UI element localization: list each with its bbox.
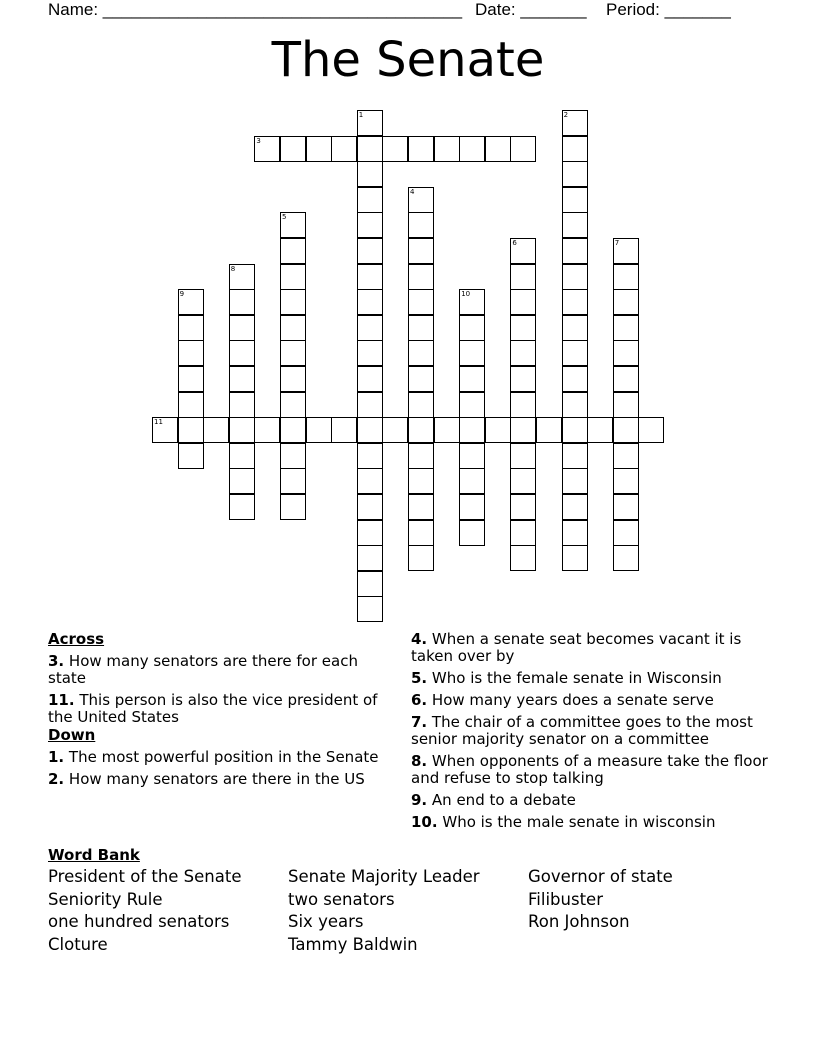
crossword-cell[interactable] [562, 366, 588, 392]
word-bank-item: Tammy Baldwin [288, 935, 418, 955]
down-heading: Down [48, 726, 96, 744]
crossword-cell[interactable] [408, 520, 434, 546]
crossword-cell[interactable] [408, 443, 434, 469]
crossword-cell[interactable] [280, 468, 306, 494]
crossword-cell[interactable] [178, 366, 204, 392]
crossword-cell[interactable] [178, 443, 204, 469]
clue-number: 5 [282, 213, 287, 222]
crossword-cell[interactable] [357, 238, 383, 264]
word-bank-item: Six years [288, 912, 364, 932]
clue-across-3: 3. How many senators are there for each state [48, 652, 358, 687]
clue-down-8: 8. When opponents of a measure take the floor and refuse to stop talking [411, 752, 768, 787]
crossword-cell[interactable] [613, 468, 639, 494]
crossword-cell[interactable] [510, 468, 536, 494]
crossword-cell[interactable] [459, 136, 485, 162]
crossword-cell[interactable] [408, 340, 434, 366]
word-bank-item: Filibuster [528, 889, 603, 909]
clue-down-4: 4. When a senate seat becomes vacant it is taken over by [411, 630, 742, 665]
crossword-cell[interactable] [280, 340, 306, 366]
crossword-cell[interactable] [280, 366, 306, 392]
crossword-cell[interactable] [229, 264, 255, 290]
crossword-cell[interactable] [331, 417, 357, 443]
crossword-cell[interactable] [459, 494, 485, 520]
clue-number: 2 [563, 111, 569, 119]
crossword-cell[interactable] [408, 366, 434, 392]
word-bank-item: one hundred senators [48, 912, 230, 932]
crossword-cell[interactable] [510, 366, 536, 392]
clue-number: 1 [358, 111, 364, 119]
crossword-cell[interactable] [280, 264, 306, 290]
crossword-cell[interactable] [408, 494, 434, 520]
crossword-cell[interactable] [229, 468, 255, 494]
crossword-cell[interactable] [510, 443, 536, 469]
crossword-cell[interactable] [510, 289, 536, 315]
crossword-cell[interactable] [408, 136, 434, 162]
crossword-cell[interactable] [254, 136, 280, 162]
crossword-cell[interactable] [459, 392, 485, 418]
crossword-cell[interactable] [408, 545, 434, 571]
across-heading: Across [48, 630, 105, 648]
word-bank-column-2 [288, 866, 480, 957]
crossword-cell[interactable] [459, 366, 485, 392]
clues-column-right [411, 631, 781, 836]
word-bank-item: Senate Majority Leader [288, 867, 480, 886]
crossword-cell[interactable] [331, 136, 357, 162]
crossword-cell[interactable] [510, 392, 536, 418]
clue-number: 3 [256, 136, 261, 145]
crossword-cell[interactable] [613, 443, 639, 469]
crossword-cell[interactable] [562, 238, 588, 264]
crossword-cell[interactable] [408, 468, 434, 494]
clue-down-7: 7. The chair of a committee goes to the most senior majority senator on a committee [411, 713, 753, 748]
crossword-cell[interactable] [229, 417, 255, 443]
crossword-cell[interactable] [562, 494, 588, 520]
clue-number: 6 [512, 239, 517, 247]
crossword-cell[interactable] [459, 417, 485, 443]
crossword-cell[interactable] [408, 264, 434, 290]
crossword-cell[interactable] [562, 136, 588, 162]
word-bank-item: Governor of state [528, 867, 673, 886]
crossword-cell[interactable] [510, 340, 536, 366]
crossword-cell[interactable] [382, 136, 408, 162]
clue-across-11: 11. This person is also the vice president of the United States [48, 691, 378, 726]
crossword-cell[interactable] [613, 392, 639, 418]
crossword-cell[interactable] [459, 468, 485, 494]
crossword-cell[interactable] [357, 289, 383, 315]
crossword-cell[interactable] [357, 340, 383, 366]
crossword-cell[interactable] [638, 417, 664, 443]
crossword-cell[interactable] [613, 417, 639, 443]
word-bank-item: Cloture [48, 935, 108, 955]
crossword-cell[interactable] [408, 392, 434, 418]
crossword-cell[interactable] [510, 417, 536, 443]
crossword-cell[interactable] [229, 340, 255, 366]
date-field[interactable]: Date: _______ [475, 0, 587, 19]
crossword-cell[interactable] [357, 520, 383, 546]
crossword-cell[interactable] [152, 417, 178, 443]
crossword-cell[interactable] [613, 520, 639, 546]
crossword-cell[interactable] [459, 289, 485, 315]
crossword-cell[interactable] [178, 417, 204, 443]
crossword-cell[interactable] [613, 340, 639, 366]
crossword-cell[interactable] [613, 315, 639, 341]
crossword-cell[interactable] [357, 545, 383, 571]
crossword-cell[interactable] [306, 136, 332, 162]
crossword-cell[interactable] [459, 520, 485, 546]
crossword-cell[interactable] [357, 443, 383, 469]
crossword-cell[interactable] [229, 366, 255, 392]
crossword-cell[interactable] [562, 392, 588, 418]
word-bank-column-1 [48, 866, 242, 957]
period-field[interactable]: Period: _______ [606, 0, 731, 19]
crossword-cell[interactable] [408, 238, 434, 264]
crossword-cell[interactable] [587, 417, 613, 443]
crossword-cell[interactable] [357, 161, 383, 187]
crossword-cell[interactable] [459, 315, 485, 341]
word-bank-item: Ron Johnson [528, 912, 630, 932]
crossword-cell[interactable] [562, 468, 588, 494]
crossword-cell[interactable] [510, 494, 536, 520]
crossword-cell[interactable] [562, 110, 588, 136]
crossword-cell[interactable] [562, 545, 588, 571]
crossword-cell[interactable] [434, 417, 460, 443]
crossword-cell[interactable] [306, 417, 332, 443]
clue-number: 11 [154, 418, 163, 427]
clue-down-1: 1. The most powerful position in the Senate [48, 748, 379, 766]
crossword-cell[interactable] [562, 315, 588, 341]
crossword-cell[interactable] [280, 315, 306, 341]
crossword-cell[interactable] [562, 289, 588, 315]
crossword-cell[interactable] [536, 417, 562, 443]
word-bank-item: President of the Senate [48, 867, 242, 886]
clue-down-5: 5. Who is the female senate in Wisconsin [411, 669, 722, 687]
crossword-cell[interactable] [280, 289, 306, 315]
word-bank-heading: Word Bank [48, 846, 140, 864]
crossword-cell[interactable] [613, 264, 639, 290]
crossword-cell[interactable] [280, 392, 306, 418]
clue-number: 10 [461, 290, 471, 299]
crossword-cell[interactable] [280, 136, 306, 162]
crossword-cell[interactable] [357, 264, 383, 290]
name-field[interactable]: Name: ______________________________________ [48, 0, 463, 19]
crossword-cell[interactable] [562, 417, 588, 443]
crossword-cell[interactable] [229, 315, 255, 341]
crossword-cell[interactable] [510, 545, 536, 571]
crossword-cell[interactable] [510, 136, 536, 162]
crossword-cell[interactable] [382, 417, 408, 443]
crossword-cell[interactable] [510, 315, 536, 341]
crossword-cell[interactable] [203, 417, 229, 443]
crossword-cell[interactable] [562, 161, 588, 187]
crossword-cell[interactable] [229, 289, 255, 315]
clues-column-left [48, 631, 398, 793]
crossword-cell[interactable] [408, 187, 434, 213]
crossword-cell[interactable] [357, 187, 383, 213]
crossword-cell[interactable] [510, 264, 536, 290]
crossword-cell[interactable] [280, 443, 306, 469]
crossword-cell[interactable] [408, 289, 434, 315]
crossword-cell[interactable] [357, 315, 383, 341]
clue-down-2: 2. How many senators are there in the US [48, 770, 365, 788]
clue-number: 4 [410, 187, 415, 196]
crossword-cell[interactable] [613, 366, 639, 392]
crossword-cell[interactable] [613, 289, 639, 315]
crossword-cell[interactable] [280, 212, 306, 238]
crossword-cell[interactable] [357, 596, 383, 622]
crossword-cell[interactable] [357, 417, 383, 443]
crossword-cell[interactable] [562, 264, 588, 290]
crossword-cell[interactable] [178, 289, 204, 315]
crossword-cell[interactable] [613, 494, 639, 520]
crossword-cell[interactable] [562, 340, 588, 366]
crossword-cell[interactable] [459, 340, 485, 366]
clue-number: 7 [614, 239, 620, 247]
clue-down-10: 10. Who is the male senate in wisconsin [411, 813, 716, 831]
crossword-cell[interactable] [280, 417, 306, 443]
crossword-cell[interactable] [510, 238, 536, 264]
crossword-cell[interactable] [459, 443, 485, 469]
clue-number: 8 [230, 264, 236, 273]
crossword-cell[interactable] [357, 110, 383, 136]
crossword-cell[interactable] [408, 315, 434, 341]
crossword-cell[interactable] [178, 392, 204, 418]
crossword-cell[interactable] [229, 392, 255, 418]
crossword-cell[interactable] [562, 443, 588, 469]
crossword-cell[interactable] [510, 520, 536, 546]
crossword-cell[interactable] [408, 212, 434, 238]
crossword-cell[interactable] [357, 136, 383, 162]
crossword-cell[interactable] [229, 494, 255, 520]
crossword-cell[interactable] [357, 571, 383, 597]
crossword-cell[interactable] [434, 136, 460, 162]
crossword-cell[interactable] [613, 545, 639, 571]
clue-number: 9 [179, 290, 185, 299]
crossword-cell[interactable] [357, 366, 383, 392]
crossword-cell[interactable] [280, 238, 306, 264]
crossword-cell[interactable] [357, 468, 383, 494]
clue-down-9: 9. An end to a debate [411, 791, 576, 809]
crossword-cell[interactable] [408, 417, 434, 443]
crossword-cell[interactable] [485, 136, 511, 162]
crossword-cell[interactable] [178, 315, 204, 341]
crossword-cell[interactable] [562, 187, 588, 213]
crossword-cell[interactable] [229, 443, 255, 469]
word-bank-column-3 [528, 866, 673, 934]
crossword-cell[interactable] [280, 494, 306, 520]
word-bank-item: Seniority Rule [48, 889, 163, 909]
crossword-cell[interactable] [178, 340, 204, 366]
crossword-cell[interactable] [613, 238, 639, 264]
word-bank-item: two senators [288, 889, 395, 909]
clue-down-6: 6. How many years does a senate serve [411, 691, 714, 709]
crossword-cell[interactable] [357, 212, 383, 238]
crossword-cell[interactable] [357, 392, 383, 418]
page-title: The Senate [271, 32, 545, 88]
crossword-cell[interactable] [254, 417, 280, 443]
crossword-cell[interactable] [357, 494, 383, 520]
crossword-cell[interactable] [562, 520, 588, 546]
crossword-cell[interactable] [485, 417, 511, 443]
crossword-cell[interactable] [562, 212, 588, 238]
